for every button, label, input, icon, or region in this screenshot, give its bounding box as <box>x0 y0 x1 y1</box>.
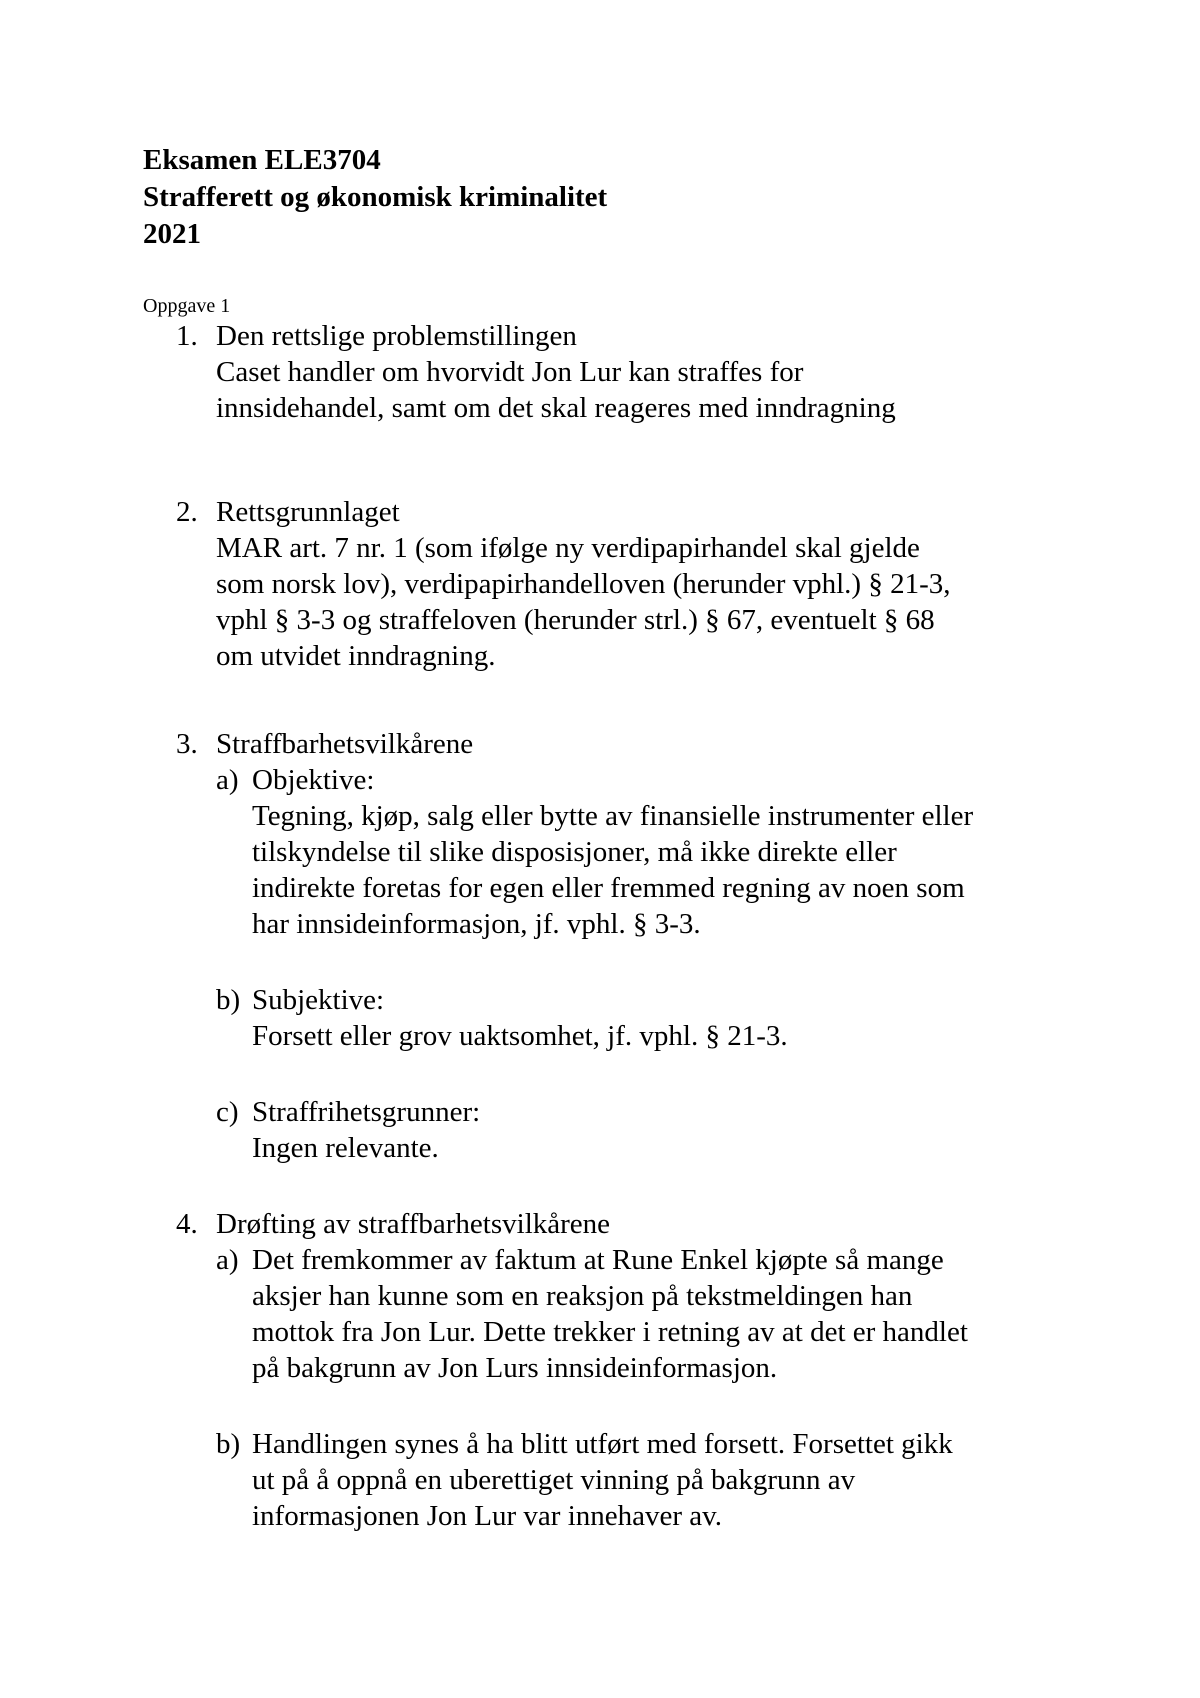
subitem-body-line: informasjonen Jon Lur var innehaver av. <box>252 1500 723 1532</box>
item-number: 1. <box>176 320 198 352</box>
subitem-body-line: tilskyndelse til slike disposisjoner, må ikke direkte eller <box>252 836 897 868</box>
subitem-title: Objektive: <box>252 764 375 796</box>
subitem-body-line: Ingen relevante. <box>252 1132 439 1164</box>
subitem-body-line: på bakgrunn av Jon Lurs innsideinformasjon. <box>252 1352 778 1384</box>
item-number: 3. <box>176 728 198 760</box>
item-body-line: innsidehandel, samt om det skal reageres med inndragning <box>216 392 896 424</box>
subitem-letter: a) <box>216 1244 239 1276</box>
item-body-line: Caset handler om hvorvidt Jon Lur kan straffes for <box>216 356 804 388</box>
subitem-body-line: mottok fra Jon Lur. Dette trekker i retning av at det er handlet <box>252 1316 968 1348</box>
item-body-line: MAR art. 7 nr. 1 (som ifølge ny verdipapirhandel skal gjelde <box>216 532 920 564</box>
document-header <box>143 142 607 253</box>
item-number: 4. <box>176 1208 198 1240</box>
item-title: Den rettslige problemstillingen <box>216 320 577 352</box>
item-title: Straffbarhetsvilkårene <box>216 728 474 760</box>
exam-year: 2021 <box>143 218 201 250</box>
item-title: Rettsgrunnlaget <box>216 496 400 528</box>
item-title: Drøfting av straffbarhetsvilkårene <box>216 1208 611 1240</box>
item-body-line: om utvidet inndragning. <box>216 640 496 672</box>
subitem-title: Det fremkommer av faktum at Rune Enkel kjøpte så mange <box>252 1244 944 1276</box>
subitem-title: Handlingen synes å ha blitt utført med forsett. Forsettet gikk <box>252 1428 953 1460</box>
subitem-body-line: indirekte foretas for egen eller fremmed regning av noen som <box>252 872 965 904</box>
course-title: Strafferett og økonomisk kriminalitet <box>143 181 608 213</box>
subitem-body-line: Forsett eller grov uaktsomhet, jf. vphl. § 21-3. <box>252 1020 788 1052</box>
subitem-body-line: ut på å oppnå en uberettiget vinning på bakgrunn av <box>252 1464 856 1496</box>
subitem-letter: c) <box>216 1096 239 1128</box>
section-label: Oppgave 1 <box>143 295 231 317</box>
subitem-letter: b) <box>216 1428 241 1460</box>
subitem-body-line: har innsideinformasjon, jf. vphl. § 3-3. <box>252 908 701 940</box>
item-body-line: som norsk lov), verdipapirhandelloven (herunder vphl.) § 21-3, <box>216 568 951 600</box>
item-body-line: vphl § 3-3 og straffeloven (herunder strl.) § 67, eventuelt § 68 <box>216 604 935 636</box>
item-number: 2. <box>176 496 198 528</box>
subitem-body-line: aksjer han kunne som en reaksjon på tekstmeldingen han <box>252 1280 913 1312</box>
exam-title: Eksamen ELE3704 <box>143 144 381 176</box>
subitem-title: Subjektive: <box>252 984 385 1016</box>
subitem-title: Straffrihetsgrunner: <box>252 1096 481 1128</box>
subitem-body-line: Tegning, kjøp, salg eller bytte av finansielle instrumenter eller <box>252 800 974 832</box>
subitem-letter: b) <box>216 984 241 1016</box>
subitem-letter: a) <box>216 764 239 796</box>
